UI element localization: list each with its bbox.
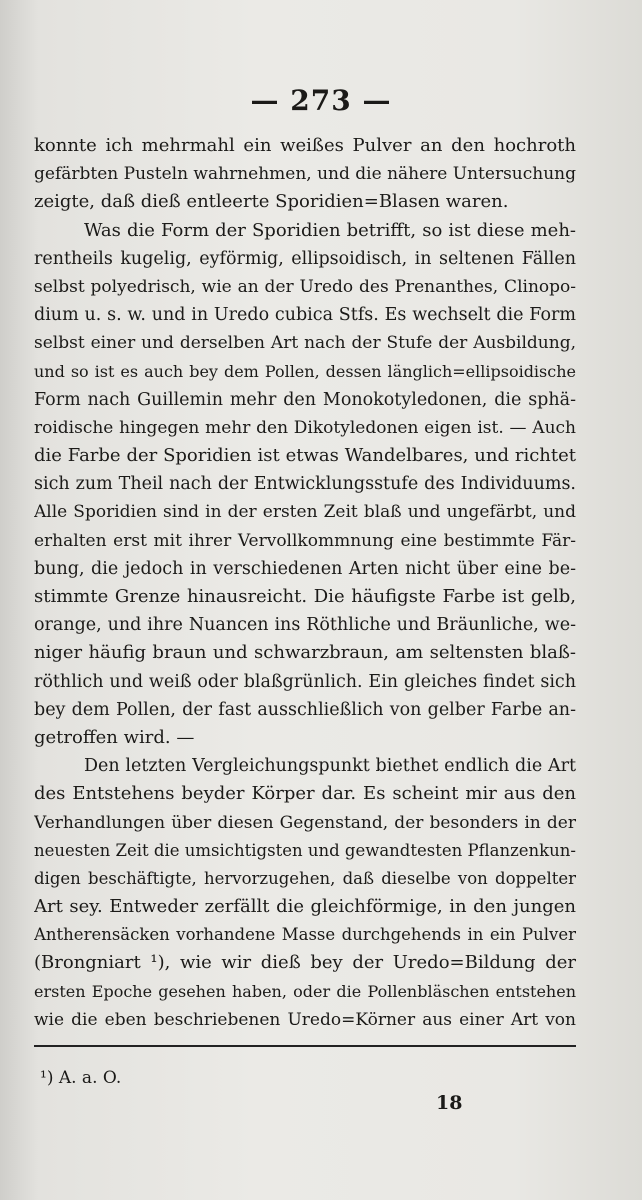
text-line: und so ist es auch bey dem Pollen, dessen länglich=ellipsoidische — [34, 361, 576, 381]
text-line: selbst polyedrisch, wie an der Uredo des Prenanthes, Clinopo- — [34, 276, 576, 297]
text-line: selbst einer und derselben Art nach der Stufe der Ausbildung, — [34, 333, 576, 354]
footnote-rule — [34, 1045, 576, 1047]
text-line: niger häufig braun und schwarzbraun, am seltensten blaß- — [34, 642, 576, 664]
text-line: sich zum Theil nach der Entwicklungsstufe des Individuums. — [34, 474, 576, 495]
text-line: rentheils kugelig, eyförmig, ellipsoidisch, in seltenen Fällen — [34, 248, 576, 269]
text-line: zeigte, daß dieß entleerte Sporidien=Blasen waren. — [34, 191, 509, 213]
text-line: röthlich und weiß oder blaßgrünlich. Ein gleiches findet sich — [34, 671, 576, 692]
text-line: neuesten Zeit die umsichtigsten und gewandtesten Pflanzenkun- — [34, 840, 576, 860]
text-line: Form nach Guillemin mehr den Monokotyledonen, die sphä- — [34, 389, 576, 410]
text-line: konnte ich mehrmahl ein weißes Pulver an den hochroth — [34, 135, 576, 156]
text-line: erhalten erst mit ihrer Vervollkommnung eine bestimmte Fär- — [34, 530, 576, 551]
text-line: des Entstehens beyder Körper dar. Es scheint mir aus den — [34, 783, 576, 805]
text-line: Verhandlungen über diesen Gegenstand, der besonders in der — [34, 812, 576, 833]
text-line: bey dem Pollen, der fast ausschließlich von gelber Farbe an- — [34, 699, 576, 720]
footnote: ¹) A. a. O. — [40, 1068, 122, 1088]
text-line: roidische hingegen mehr den Dikotyledonen eigen ist. — Auch — [34, 417, 576, 438]
text-line: Art sey. Entweder zerfällt die gleichförmige, in den jungen — [34, 896, 576, 918]
text-line: die Farbe der Sporidien ist etwas Wandelbares, und richtet — [34, 445, 576, 467]
text-line: Was die Form der Sporidien betrifft, so ist diese meh- — [84, 219, 576, 241]
text-line: digen beschäftigte, hervorzugehen, daß dieselbe von doppelter — [34, 868, 576, 888]
text-line: (Brongniart ¹), wie wir dieß bey der Uredo=Bildung der — [34, 952, 576, 974]
text-line: stimmte Grenze hinausreicht. Die häufigste Farbe ist gelb, — [34, 586, 576, 607]
text-line: Antherensäcken vorhandene Masse durchgehends in ein Pulver — [34, 925, 576, 945]
text-line: Den letzten Vergleichungspunkt biethet endlich die Art — [84, 756, 576, 777]
signature-mark: 18 — [436, 1092, 463, 1114]
body-text — [34, 132, 576, 1034]
text-line: wie die eben beschriebenen Uredo=Körner aus einer Art von — [34, 1009, 576, 1030]
text-line: getroffen wird. — — [34, 726, 195, 748]
text-line: dium u. s. w. und in Uredo cubica Stfs. Es wechselt die Form — [34, 305, 576, 326]
text-line: bung, die jedoch in verschiedenen Arten nicht über eine be- — [34, 558, 576, 579]
text-line: ersten Epoche gesehen haben, oder die Pollenbläschen entstehen — [34, 981, 576, 1001]
page-number: — 273 — — [250, 84, 392, 117]
text-line: orange, und ihre Nuancen ins Röthliche und Bräunliche, we- — [34, 615, 576, 636]
text-line: gefärbten Pusteln wahrnehmen, und die nähere Untersuchung — [34, 164, 576, 185]
text-line: Alle Sporidien sind in der ersten Zeit blaß und ungefärbt, und — [34, 502, 576, 523]
